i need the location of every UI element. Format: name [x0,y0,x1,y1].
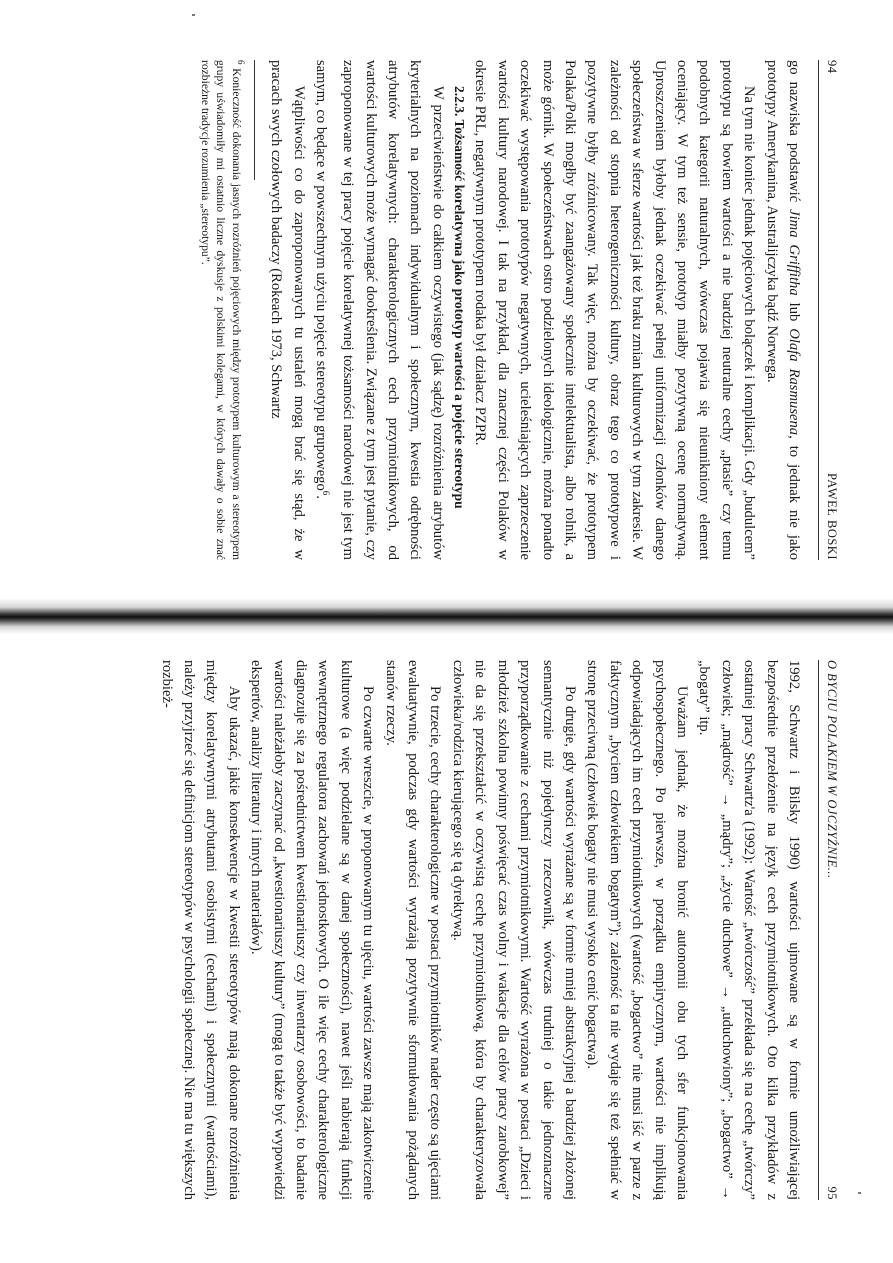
running-head-author: PAWEŁ BOSKI [825,472,839,560]
running-head-left [818,60,841,560]
paragraph: Po czwarte wreszcie, w proponowanym tu ujęciu, wartości zawsze mają zakotwiczenie kulturowe (a więc podzielane są w danej społeczności), nawet jeśli nabierają funkcji wewnętrznego regulatora zachowań jednostkowych. O ile więc cechy charakterologiczne diagnozuje się za pośrednictwem kwestionariuszy czy inwentarzy osobowości, to badanie wartości należałoby zaczynać od „kwestionariuszy kultury” (mogą to także być wypowiedzi ekspertów, analizy literatury i innych materiałów). [248,660,377,1200]
page-number-right: 95 [825,1186,839,1200]
paragraph: W przeciwieństwie do całkiem oczywistego (jak sądzę) rozróżnienia atrybutów kryterialnych na poziomach indywidualnym i społecznym, kwestia odrębności atrybutów korelatywnych: charakterologicznych cech przymiotnikowych, od wartości kulturowych może wymagać dookreślenia. Związane z tym jest pytanie, czy zaproponowane w tej pracy pojęcie korelatywnej tożsamości narodowej nie jest tym samym, co będące w powszechnym użyciu pojęcie stereotypu grupowego$^6$. [313,60,446,560]
footnote-text: Konieczność dokonania jasnych rozróżnień pojęciowych między prototypem kulturowym a stereotypem grupy uświadomiły mi ostatnio liczne dyskusje z polskimi kolegami, w których dawały o sobie znać rozbieżne tradycje rozumienia „stereotypu”. [198,60,243,560]
scan-speck [192,14,195,16]
paragraph: Aby ukazać, jakie konsekwencje w kwestii stereotypów mają dokonane rozróżnienia między korelatywnymi atrybutami osobistymi (cechami) i społecznymi (wartościami), należy przyjrzeć się definicjom stereotypów w psychologii społecznej. Nie ma tu większych rozbież- [158,660,242,1200]
text-run: , to jednak nie jako prototypy Amerykanina, Australijczyka bądź Norwega. [763,60,802,561]
scan-speck [858,1192,861,1194]
page-94 [0,0,893,600]
paragraph: Uważam jednak, że można bronić autonomii obu tych sfer funkcjonowania psychospołecznego. Po pierwsze, w porządku empirycznym, wartości nie implikują odpowiadających im cech przymiotnikowych (wartość „bogactwo” nie musi iść w parze z faktycznym „byciem człowiekiem bogatym”); zależność ta nie wydaje się też spełniać w stronę przeciwną (człowiek bogaty nie musi wysoko cenić bogactwa). [584,660,690,1200]
footnote-marker: 6 [320,490,331,496]
paragraph: Po trzecie, cechy charakterologiczne w postaci przymiotników nader często są ujęciami ewaluatywnie, podczas gdy wartości wyrażają pozytywnie sformułowania pożądanych stanów rzeczy. [382,660,444,1200]
footnote [197,60,247,560]
paragraph: Wątpliwości co do zaproponowanych tu ustaleń mogą brać się stąd, że w pracach swych czołowych badaczy (Rokeach 1973, Schwartz [268,60,307,560]
text-run: lub [786,295,802,329]
book-gutter-shadow [0,598,893,634]
body-text-right [155,660,805,1200]
page-number-left: 94 [825,60,839,74]
footnote-number: 6 [235,60,246,65]
running-head-title: O BYCIU POLAKIEM W OJCZYŹNIE... [825,660,839,879]
paragraph: Na tym nie koniec jednak pojęciowych bolączek i komplikacji. Gdy „budulcem” prototypu są bowiem wartości a nie bardziej neutralne cechy „ptasie” czy temu podobnych kategorii naturalnych, wówczas pojawia się nieunikniony element oceniający. W tym też sensie, prototyp miałby pozytywną ocenę normatywną. Uproszczeniem byłoby jednak oczekiwać pełnej uniformizacji członków danego społeczeństwa w sferze wartości jak też braku zmian kulturowych w tym zakresie. W zależności od stopnia heterogeniczności kultury, obraz tego co prototypowe i pozytywne byłby zróżnicowany. Tak więc, można by oczekiwać, że prototypem Polaka/Polki mogłby być zaangażowany społecznie intelektualista, albo rolnik, a może górnik. W społeczeństwach ostro podzielonych ideologicznie, można ponadto oczekiwać występowania prototypów negatywnych, ucieleśniających zaprzeczenie wartości kultury narodowej. I tak na przykład, dla znacznej części Polaków w okresie PRL, negatywnym prototypem rodaka był działacz PZPR. [472,60,758,560]
text-run: go nazwiska podstawić [786,60,802,210]
text-run: W przeciwieństwie do całkiem oczywistego (jak sądzę) rozróżnienia atrybutów kryterialnych na poziomach indywidualnym i społecznym, kwestia odrębności atrybutów korelatywnych: charakterologicznych cech przymiotnikowych, od wartości kulturowych może wymagać dookreślenia. Związane z tym jest pytanie, czy zaproponowane w tej pracy pojęcie korelatywnej tożsamości narodowej nie jest tym samym, co będące w powszechnym użyciu pojęcie stereotypu grupowego [313,60,446,560]
footnote-rule [254,60,255,180]
section-heading: 2.2.3. Tożsamość korelatywna jako prototyp wartości a pojęcie stereotypu [451,86,467,509]
italic-name: Jima Griffitha [786,209,802,296]
paragraph [760,60,805,560]
page-95 [0,640,893,1240]
italic-name: Olafa Rasmusena [786,328,802,436]
body-text-left [197,60,805,560]
running-head-right [818,660,841,1200]
paragraph: 1992, Schwartz i Bilsky 1990) wartości ujmowane są w formie umożliwiającej bezpośrednie przełożenie na język cech przymiotnikowych. Oto kilka przykładów z ostatniej pracy Schwartz'a (1992): Wartość „twórczość” przekłada się na cechę „twórczy” człowiek; „mądrość” → „mądry”; „życie duchowe” → „uduchowiony”; „bogactwo” → „bogaty” itp. [696,660,802,1200]
paragraph: Po drugie, gdy wartości wyrażane są w formie mniej abstrakcyjnej a bardziej złożonej semantycznie niż pojedynczy rzeczownik, wówczas trudniej o takie jednoznaczne przyporządkowanie z cechami przymiotnikowymi. Wartość wyrażona w postaci „Dzieci i młodzież szkolna powinny poświęcać czas wolny i wakacje dla celów pracy zarobkowej” nie da się przekształcić w oczywistą cechę przymiotnikową, która by charakteryzowała człowieka/rodzica kierującego się tą dyrektywą. [449,660,578,1200]
